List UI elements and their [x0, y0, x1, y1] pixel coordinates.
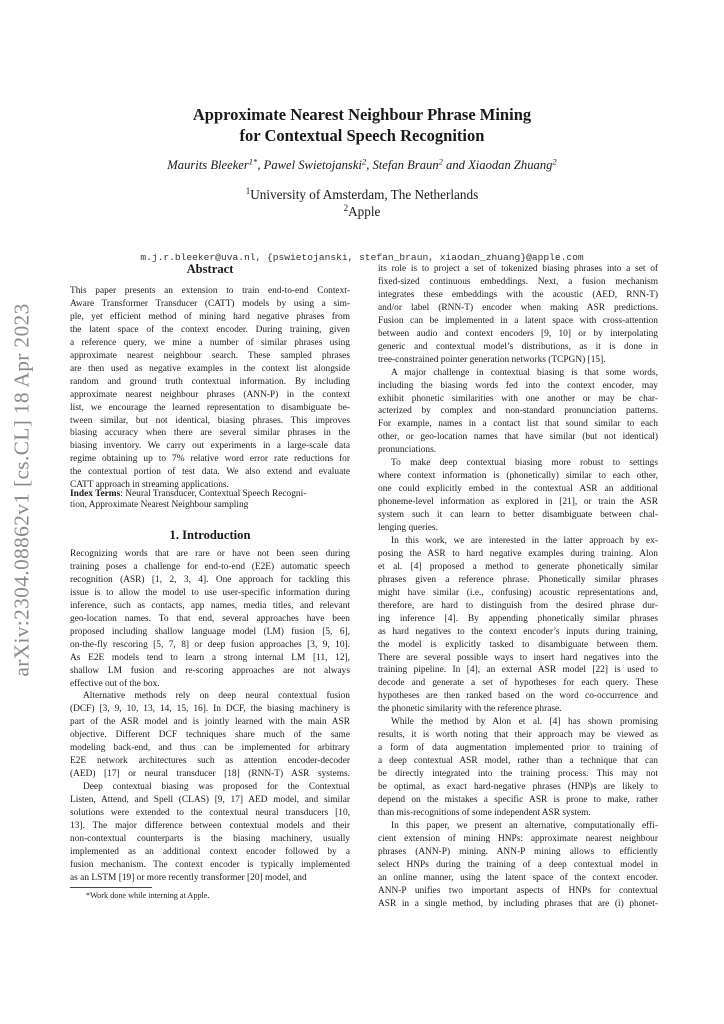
introduction-heading: 1. Introduction: [169, 528, 251, 542]
abstract-line: the latent space of the context encoder. During training, given: [70, 324, 350, 335]
introduction-line: recognition (ASR) [1, 2, 3, 4]. One approach for tackling this: [70, 574, 350, 585]
abstract-line: biasing inventory. We carry out experiments in a large-scale data: [70, 441, 350, 452]
introduction-line: fusion mechanism. The context encoder is typically implemented: [70, 859, 350, 870]
abstract-line: This paper presents an extension to train end-to-end Context-: [70, 286, 350, 296]
right-column-line: fixed-sized continuous embeddings. Next, a fusion mechanism: [378, 276, 658, 287]
right-column-line: tree-constrained pointer generation networks (TCPGN) [15].: [378, 354, 606, 365]
abstract-line: the contextual portion of test data. We also extend and evaluate: [70, 467, 350, 478]
right-column-line: hypotheses are then ranked based on the word co-occurrence and: [378, 691, 658, 702]
introduction-line: Alternative methods rely on deep neural contextual fusion: [83, 691, 350, 702]
author-affiliation-mark: 1*: [248, 156, 258, 167]
right-column-line: a form of data augmentation implemented prior to training of: [378, 743, 658, 754]
right-column-line: generic and contextual model’s distributions, as it is done in: [378, 341, 658, 352]
right-column-line: other, or geo-location names that have similar (but not identical): [378, 432, 658, 443]
introduction-line: objective. Different DCF techniques share much of the same: [70, 730, 350, 741]
abstract-line: a reference query, we mine a number of similar phrases using: [70, 337, 350, 348]
right-column-line: the model is explicitly tasked to disambiguate between them.: [378, 639, 658, 650]
affiliation-1-mark: 1: [245, 186, 251, 197]
affiliation-1: [0, 187, 724, 203]
right-column-line: A major challenge in contextual biasing is that some words,: [391, 367, 658, 378]
right-column-line: depend on the mistakes a specific ASR is prone to make, rather: [378, 794, 658, 805]
title-line-1: Approximate Nearest Neighbour Phrase Mining: [192, 105, 532, 124]
abstract-line: regime obtaining up to 7% relative word error rate reductions for: [70, 454, 350, 465]
author-affiliation-mark: 2: [552, 156, 557, 167]
abstract-heading: Abstract: [186, 262, 234, 276]
right-column-line: ASR in a single method, by including phrases that are (i) phonet-: [378, 898, 658, 909]
author-separator: ,: [257, 158, 264, 172]
right-column-line: In this paper, we present an alternative, computationally effi-: [391, 820, 658, 831]
affiliation-2-mark: 2: [343, 203, 349, 214]
author-separator: and: [442, 158, 469, 172]
abstract-line: ple, yet efficient method of mining hard negative phrases from: [70, 311, 350, 322]
introduction-line: (AED) [17] or neural transducer [18] (RNN-T) ASR systems.: [70, 769, 350, 780]
right-column-line: decode and generate a set of hypotheses for each query. These: [378, 678, 658, 689]
author-affiliation-mark: 2: [438, 156, 443, 167]
right-column-line: be optimal, as exact hard-negative phrases (HNP)s are likely to: [378, 782, 658, 792]
right-column-line: be directly integrated into the training process. This may not: [378, 769, 658, 780]
right-column-line: phrases given a reference phrase. Phonetically similar phrases: [378, 574, 658, 585]
right-column-line: pronunciations.: [378, 445, 437, 456]
right-column-line: an online manner, using the latent space of the context encoder.: [378, 872, 658, 883]
affiliation-2-text: Apple: [348, 204, 381, 219]
introduction-line: non-contextual counterparts is the biasing machinery, usually: [70, 833, 350, 844]
right-column-line: results, it is worth noting that their approach may be viewed as: [378, 730, 658, 741]
introduction-line: on-the-fly rescoring [5, 7, 8] or deep fusion approaches [3, 9, 10].: [70, 639, 350, 650]
introduction-line: shallow LM fusion and re-scoring approaches are not always: [70, 665, 350, 676]
right-column-line: acterized by complex and non-standard pronunciation patterns.: [378, 406, 658, 417]
author-list: [0, 158, 724, 173]
right-column-line: phrases (ANN-P) mining. ANN-P mining allows to efficiently: [378, 846, 658, 857]
introduction-line: Recognizing words that are rare or have not been seen during: [70, 549, 350, 559]
abstract-line: Aware Transformer Transducer (CATT) models by using a sim-: [70, 298, 350, 309]
right-column-line: In this work, we are interested in the latter approach by ex-: [391, 535, 658, 546]
right-column-line: integrates these embeddings with the acoustic (AED, RNN-T): [378, 289, 658, 300]
right-column-line: its role is to project a set of tokenized biasing phrases into a set of: [378, 264, 658, 274]
right-column-line: cient extension of mining HNPs: approximate nearest neighbour: [378, 833, 658, 844]
right-column-line: including the biasing words fed into the context encoder, may: [378, 380, 658, 391]
introduction-line: Deep contextual biasing was proposed for the Contextual: [83, 782, 350, 793]
abstract-line: CATT approach in streaming applications.: [70, 480, 229, 491]
right-column-line: system such it can learn to better disambiguate between chal-: [378, 510, 658, 521]
author-separator: ,: [366, 158, 373, 172]
index-terms-line-2: tion, Approximate Nearest Neighbour sampling: [70, 500, 249, 510]
abstract-line: list, we encourage the learned representation to disambiguate be-: [70, 402, 350, 413]
abstract-line: approximate nearest neighbour phrases (ANN-P) in the context: [70, 389, 350, 400]
introduction-line: solutions were extended to the contextual neural transducers [10,: [70, 808, 350, 818]
introduction-line: part of the ASR model and is jointly learned with the main ASR: [70, 717, 350, 728]
introduction-line: training poses a challenge for end-to-end (E2E) automatic speech: [70, 561, 350, 572]
index-terms-text-1: : Neural Transducer, Contextual Speech Recogni-: [120, 489, 307, 499]
paper-title: [0, 104, 724, 146]
introduction-line: geo-location names. To that end, several approaches have been: [70, 613, 350, 624]
arxiv-id-text: arXiv:2304.08862v1 [cs.CL] 18 Apr 2023: [9, 303, 34, 677]
footnote-rule: [70, 887, 152, 888]
right-column-line: one could explicitly embed in the contextual ASR an additional: [378, 484, 658, 495]
right-column-line: phoneme-level information as explored in [21], or train the ASR: [378, 497, 658, 508]
affiliation-2: [0, 204, 724, 220]
author-name: Stefan Braun: [372, 158, 439, 172]
introduction-line: E2E network architectures such as attention encoder-decoder: [70, 756, 350, 767]
introduction-line: modeling back-end, and thus can be implemented for arbitrary: [70, 743, 350, 754]
right-column-line: a deep contextual ASR model, rather than a technique that can: [378, 756, 658, 767]
abstract-line: approximate nearest neighbour search. These sampled phrases: [70, 350, 350, 361]
right-column-line: and/or label (RNN-T) encoder when making ASR predictions.: [378, 302, 658, 313]
introduction-line: Listen, Attend, and Spell (CLAS) [9, 17] AED model, and similar: [70, 795, 350, 806]
abstract-line: tween similar, but not identical, biasing phrases. This improves: [70, 415, 350, 426]
right-column-line: lenging queries.: [378, 523, 438, 533]
right-column-line: between audio and context encoders [9, 10] or by interpolating: [378, 328, 658, 339]
right-column-line: the phonetic similarity with the reference phrase.: [378, 704, 562, 715]
right-column-line: ing inference [4]. By appending phonetically similar phrases: [378, 613, 658, 624]
arxiv-side-identifier: [2, 303, 42, 677]
abstract-line: are then used as negative examples in the context list alongside: [70, 363, 350, 374]
introduction-line: effective out of the box.: [70, 678, 160, 689]
right-column-line: To make deep contextual biasing more robust to settings: [391, 458, 658, 469]
right-column-line: exhibit phonetic similarities with one another or may be char-: [378, 393, 658, 404]
right-column-line: Fusion can be implemented in a latent space with cross-attention: [378, 315, 658, 326]
index-terms-line-1: [70, 489, 350, 500]
introduction-line: proposed including shallow language model (LM) fusion [5, 6],: [70, 626, 350, 637]
affiliation-1-text: University of Amsterdam, The Netherlands: [250, 187, 479, 202]
author-emails: m.j.r.bleeker@uva.nl, {pswietojanski, stefan_braun, xiaodan_zhuang}@apple.com: [140, 252, 584, 263]
abstract-line: biasing accuracy when there are several similar phrases in the: [70, 428, 350, 439]
right-column-line: posing the ASR to hard negative examples during training. Alon: [378, 548, 658, 559]
right-column-line: For example, names in a contact list that sound similar to each: [378, 419, 658, 430]
author-name: Maurits Bleeker: [167, 158, 249, 172]
right-column-line: where context information is (phonetically) similar to each other,: [378, 471, 658, 482]
right-column-line: et al. [4] proposed a method to generate phonetically similar: [378, 561, 658, 572]
author-name: Pawel Swietojanski: [263, 158, 362, 172]
footnote: *Work done while interning at Apple.: [86, 891, 210, 900]
right-column-line: might have similar (i.e., confusing) acoustic representations and,: [378, 587, 658, 598]
introduction-line: issue is to allow the model to use user-specific information during: [70, 587, 350, 598]
abstract-line: random and ground truth contextual information. By including: [70, 376, 350, 387]
right-column-line: ANN-P unifies two important aspects of HNPs for contextual: [378, 885, 658, 896]
right-column-line: There are several possible ways to insert hard negatives into the: [378, 652, 658, 663]
introduction-line: (DCF) [3, 9, 10, 13, 14, 15, 16]. In DCF, the biasing machinery is: [70, 704, 350, 715]
right-column-line: than mis-recognitions of some independent ASR system.: [378, 807, 591, 818]
introduction-line: As E2E models tend to learn a strong internal LM [11, 12],: [70, 652, 350, 663]
right-column-line: training pipeline. In [4], an external ASR model [22] is used to: [378, 665, 658, 676]
right-column-line: as hard negatives to the context encoder’s inputs during training,: [378, 626, 658, 637]
index-terms-label: Index Terms: [70, 489, 121, 499]
right-column-line: While the method by Alon et al. [4] has shown promising: [391, 717, 658, 728]
right-column-line: select HNPs during the training of a deep contextual model in: [378, 859, 658, 870]
title-line-2: for Contextual Speech Recognition: [239, 126, 485, 145]
author-affiliation-mark: 2: [361, 156, 367, 167]
introduction-line: implemented as an additional context encoder followed by a: [70, 846, 350, 857]
introduction-line: as an LSTM [19] or more recently transformer [20] model, and: [70, 872, 307, 883]
author-name: Xiaodan Zhuang: [468, 158, 553, 172]
introduction-line: inference, such as contacts, app names, media titles, and relevant: [70, 600, 350, 611]
introduction-line: 13]. The major difference between contextual models and their: [70, 820, 350, 831]
right-column-line: therefore, are hard to distinguish from the desired phrase dur-: [378, 600, 658, 611]
